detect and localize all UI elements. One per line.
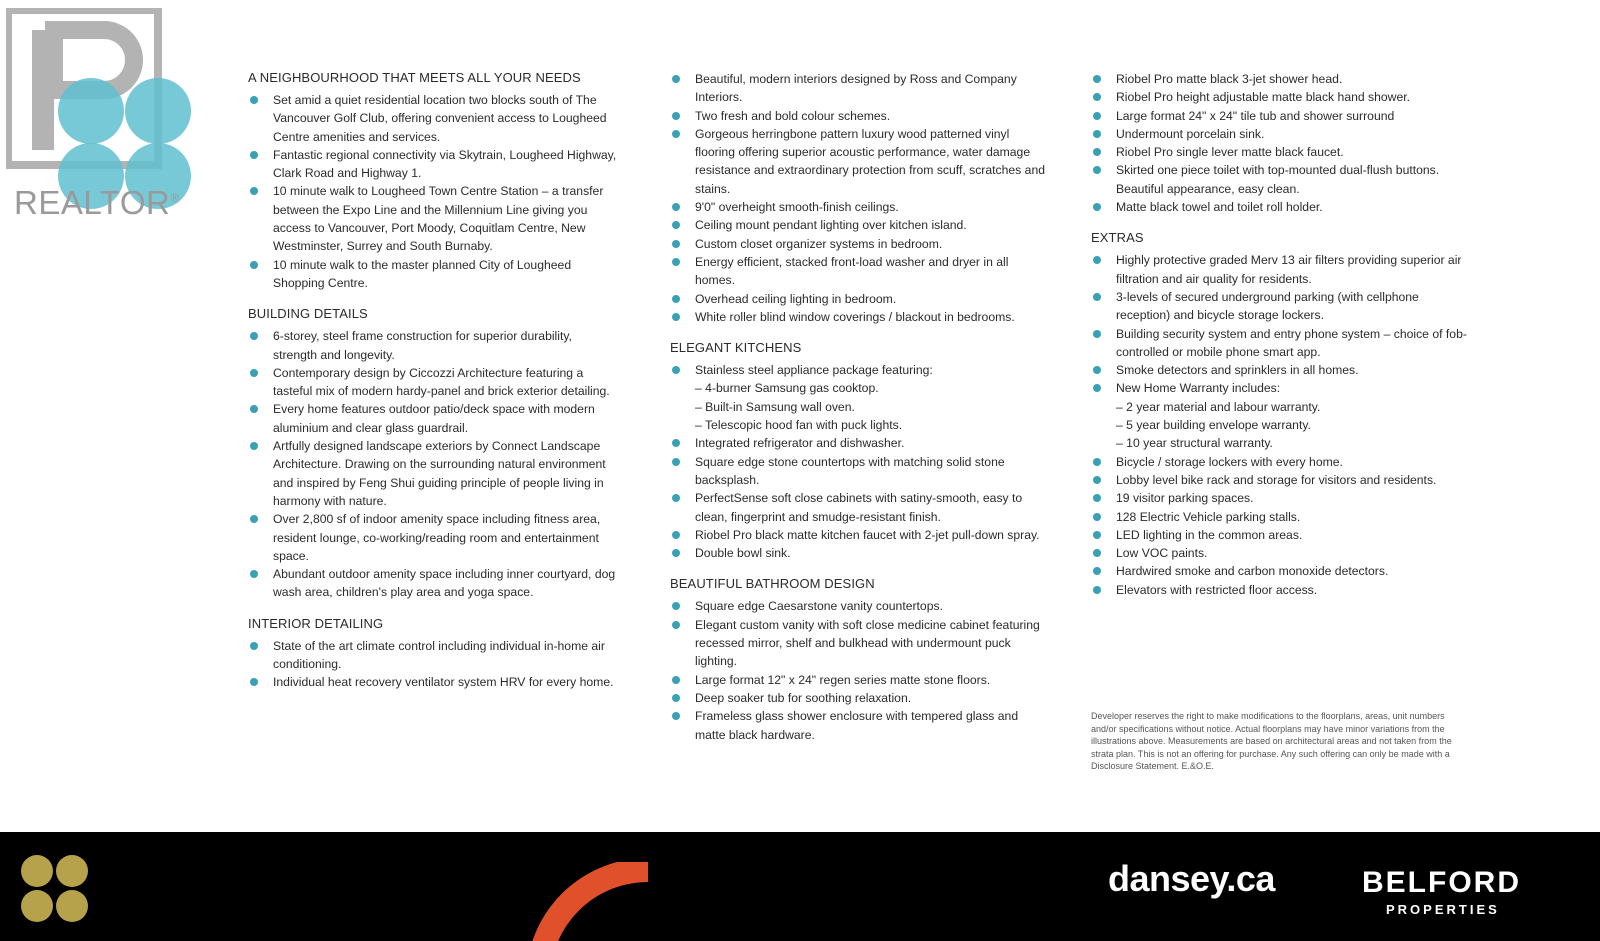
sub-list-item: – Telescopic hood fan with puck lights. bbox=[695, 416, 1050, 434]
belford-logo: BELFORD bbox=[1362, 866, 1521, 899]
list-item: Integrated refrigerator and dishwasher. bbox=[670, 434, 1050, 452]
list-item: Low VOC paints. bbox=[1091, 544, 1471, 562]
section-title-bathroom-design: BEAUTIFUL BATHROOM DESIGN bbox=[670, 576, 875, 592]
list-item: Riobel Pro height adjustable matte black hand shower. bbox=[1091, 88, 1471, 106]
realtor-wordmark: REALTOR® bbox=[14, 184, 180, 221]
list-item: LED lighting in the common areas. bbox=[1091, 526, 1471, 544]
list-item: Deep soaker tub for soothing relaxation. bbox=[670, 689, 1050, 707]
list-item: Undermount porcelain sink. bbox=[1091, 125, 1471, 143]
bath-fixtures-list bbox=[1091, 70, 1471, 216]
sub-list-item: – 10 year structural warranty. bbox=[1116, 434, 1471, 452]
list-item: Gorgeous herringbone pattern luxury wood patterned vinyl flooring offering superior acoustic performance, water damage resistance and extraordinary protection from scuff, scratches and stains. bbox=[670, 125, 1050, 198]
list-item: 3-levels of secured underground parking (with cellphone reception) and bicycle storage lockers. bbox=[1091, 288, 1471, 325]
sub-list-item: – 2 year material and labour warranty. bbox=[1116, 398, 1471, 416]
list-item: Beautiful, modern interiors designed by Ross and Company Interiors. bbox=[670, 70, 1050, 107]
list-item: Custom closet organizer systems in bedroom. bbox=[670, 235, 1050, 253]
list-item: Double bowl sink. bbox=[670, 544, 1050, 562]
section-title-extras: EXTRAS bbox=[1091, 230, 1144, 246]
list-item: Artfully designed landscape exteriors by Connect Landscape Architecture. Drawing on the surrounding natural environment and inspired by Feng Shui guiding principle of people living in harmony with nature. bbox=[248, 437, 618, 510]
list-item: Square edge stone countertops with matching solid stone backsplash. bbox=[670, 453, 1050, 490]
kitchen-appliance-lead: Stainless steel appliance package featuring: bbox=[695, 363, 933, 378]
list-item: Highly protective graded Merv 13 air filters providing superior air filtration and air quality for residents. bbox=[1091, 251, 1471, 288]
orange-arc-graphic-icon bbox=[530, 862, 650, 941]
sub-list-item: – 5 year building envelope warranty. bbox=[1116, 416, 1471, 434]
section-title-interior-detailing: INTERIOR DETAILING bbox=[248, 615, 384, 631]
bathroom-list bbox=[670, 597, 1050, 743]
neighbourhood-list bbox=[248, 91, 618, 292]
list-item: Every home features outdoor patio/deck space with modern aluminium and clear glass guardrail. bbox=[248, 400, 618, 437]
list-item: Fantastic regional connectivity via Skytrain, Lougheed Highway, Clark Road and Highway 1. bbox=[248, 146, 618, 183]
list-item: State of the art climate control including individual in-home air conditioning. bbox=[248, 637, 618, 674]
list-item: Over 2,800 sf of indoor amenity space including fitness area, resident lounge, co-working/reading room and entertainment space. bbox=[248, 510, 618, 565]
section-title-neighbourhood: A NEIGHBOURHOOD THAT MEETS ALL YOUR NEEDS bbox=[248, 70, 581, 85]
section-title-elegant-kitchens: ELEGANT KITCHENS bbox=[670, 340, 802, 356]
column-interiors-kitchens-bathroom bbox=[670, 70, 1050, 744]
kitchen-list bbox=[670, 361, 1050, 562]
list-item: Skirted one piece toilet with top-mounted dual-flush buttons. Beautiful appearance, easy clean. bbox=[1091, 161, 1471, 198]
list-item: Overhead ceiling lighting in bedroom. bbox=[670, 290, 1050, 308]
list-item: Abundant outdoor amenity space including inner courtyard, dog wash area, children's play area and yoga space. bbox=[248, 565, 618, 602]
warranty-lead: New Home Warranty includes: bbox=[1116, 381, 1281, 396]
list-item: 19 visitor parking spaces. bbox=[1091, 489, 1471, 507]
list-item: Riobel Pro black matte kitchen faucet with 2-jet pull-down spray. bbox=[670, 526, 1050, 544]
column-bath-extras bbox=[1091, 70, 1471, 599]
list-item: Elegant custom vanity with soft close medicine cabinet featuring recessed mirror, shelf and bulkhead with undermount puck lighting. bbox=[670, 616, 1050, 671]
building-details-list bbox=[248, 327, 618, 601]
list-item bbox=[1091, 379, 1471, 452]
column-neighbourhood-building-interior bbox=[248, 70, 618, 692]
list-item: 128 Electric Vehicle parking stalls. bbox=[1091, 508, 1471, 526]
website-link[interactable]: dansey.ca bbox=[1108, 858, 1275, 899]
list-item: Set amid a quiet residential location two blocks south of The Vancouver Golf Club, offering convenient access to Lougheed Centre amenities and services. bbox=[248, 91, 618, 146]
legal-disclaimer: Developer reserves the right to make modifications to the floorplans, areas, unit numbers and/or specifications without notice. Actual floorplans may have minor variations from the illustrations above. Measurements are based on architectural areas and not taken from the strata plan. This is not an offering for purchase. Any such offering can only be made with a Disclosure Statement. E.&O.E. bbox=[1091, 711, 1452, 771]
list-item: 6-storey, steel frame construction for superior durability, strength and longevity. bbox=[248, 327, 618, 364]
list-item: Contemporary design by Ciccozzi Architecture featuring a tasteful mix of modern hardy-panel and brick exterior detailing. bbox=[248, 364, 618, 401]
list-item: Smoke detectors and sprinklers in all homes. bbox=[1091, 361, 1471, 379]
list-item: Individual heat recovery ventilator system HRV for every home. bbox=[248, 673, 618, 691]
section-title-building-details: BUILDING DETAILS bbox=[248, 306, 368, 322]
list-item: Two fresh and bold colour schemes. bbox=[670, 107, 1050, 125]
list-item: Lobby level bike rack and storage for visitors and residents. bbox=[1091, 471, 1471, 489]
list-item: Energy efficient, stacked front-load washer and dryer in all homes. bbox=[670, 253, 1050, 290]
list-item: Riobel Pro single lever matte black faucet. bbox=[1091, 143, 1471, 161]
appliance-sub-list bbox=[695, 379, 1050, 434]
warranty-sub-list bbox=[1116, 398, 1471, 453]
sub-list-item: – Built-in Samsung wall oven. bbox=[695, 398, 1050, 416]
list-item bbox=[670, 361, 1050, 434]
list-item: White roller blind window coverings / blackout in bedrooms. bbox=[670, 308, 1050, 326]
list-item: Bicycle / storage lockers with every home. bbox=[1091, 453, 1471, 471]
list-item: Square edge Caesarstone vanity countertops. bbox=[670, 597, 1050, 615]
footer-bar bbox=[0, 832, 1600, 941]
list-item: 10 minute walk to the master planned City of Lougheed Shopping Centre. bbox=[248, 256, 618, 293]
list-item: Ceiling mount pendant lighting over kitchen island. bbox=[670, 216, 1050, 234]
interior-features-list bbox=[670, 70, 1050, 326]
list-item: Frameless glass shower enclosure with tempered glass and matte black hardware. bbox=[670, 707, 1050, 744]
list-item: PerfectSense soft close cabinets with satiny-smooth, easy to clean, fingerprint and smudge-resistant finish. bbox=[670, 489, 1050, 526]
interior-detailing-list bbox=[248, 637, 618, 692]
list-item: Large format 24" x 24" tile tub and shower surround bbox=[1091, 107, 1471, 125]
list-item: Riobel Pro matte black 3-jet shower head. bbox=[1091, 70, 1471, 88]
list-item: Hardwired smoke and carbon monoxide detectors. bbox=[1091, 562, 1471, 580]
extras-list bbox=[1091, 251, 1471, 599]
list-item: Building security system and entry phone system – choice of fob-controlled or mobile phone smart app. bbox=[1091, 325, 1471, 362]
list-item: Matte black towel and toilet roll holder. bbox=[1091, 198, 1471, 216]
realtor-logo[interactable] bbox=[6, 8, 191, 221]
list-item: Elevators with restricted floor access. bbox=[1091, 581, 1471, 599]
four-dots-logo-icon bbox=[20, 854, 90, 924]
list-item: 10 minute walk to Lougheed Town Centre Station – a transfer between the Expo Line and the Millennium Line giving you access to Vancouver, Port Moody, Coquitlam Centre, New Westminster, Surrey and South Burnaby. bbox=[248, 182, 618, 255]
sub-list-item: – 4-burner Samsung gas cooktop. bbox=[695, 379, 1050, 397]
list-item: Large format 12" x 24" regen series matte stone floors. bbox=[670, 671, 1050, 689]
list-item: 9'0" overheight smooth-finish ceilings. bbox=[670, 198, 1050, 216]
belford-logo-subtitle: PROPERTIES bbox=[1386, 902, 1500, 917]
